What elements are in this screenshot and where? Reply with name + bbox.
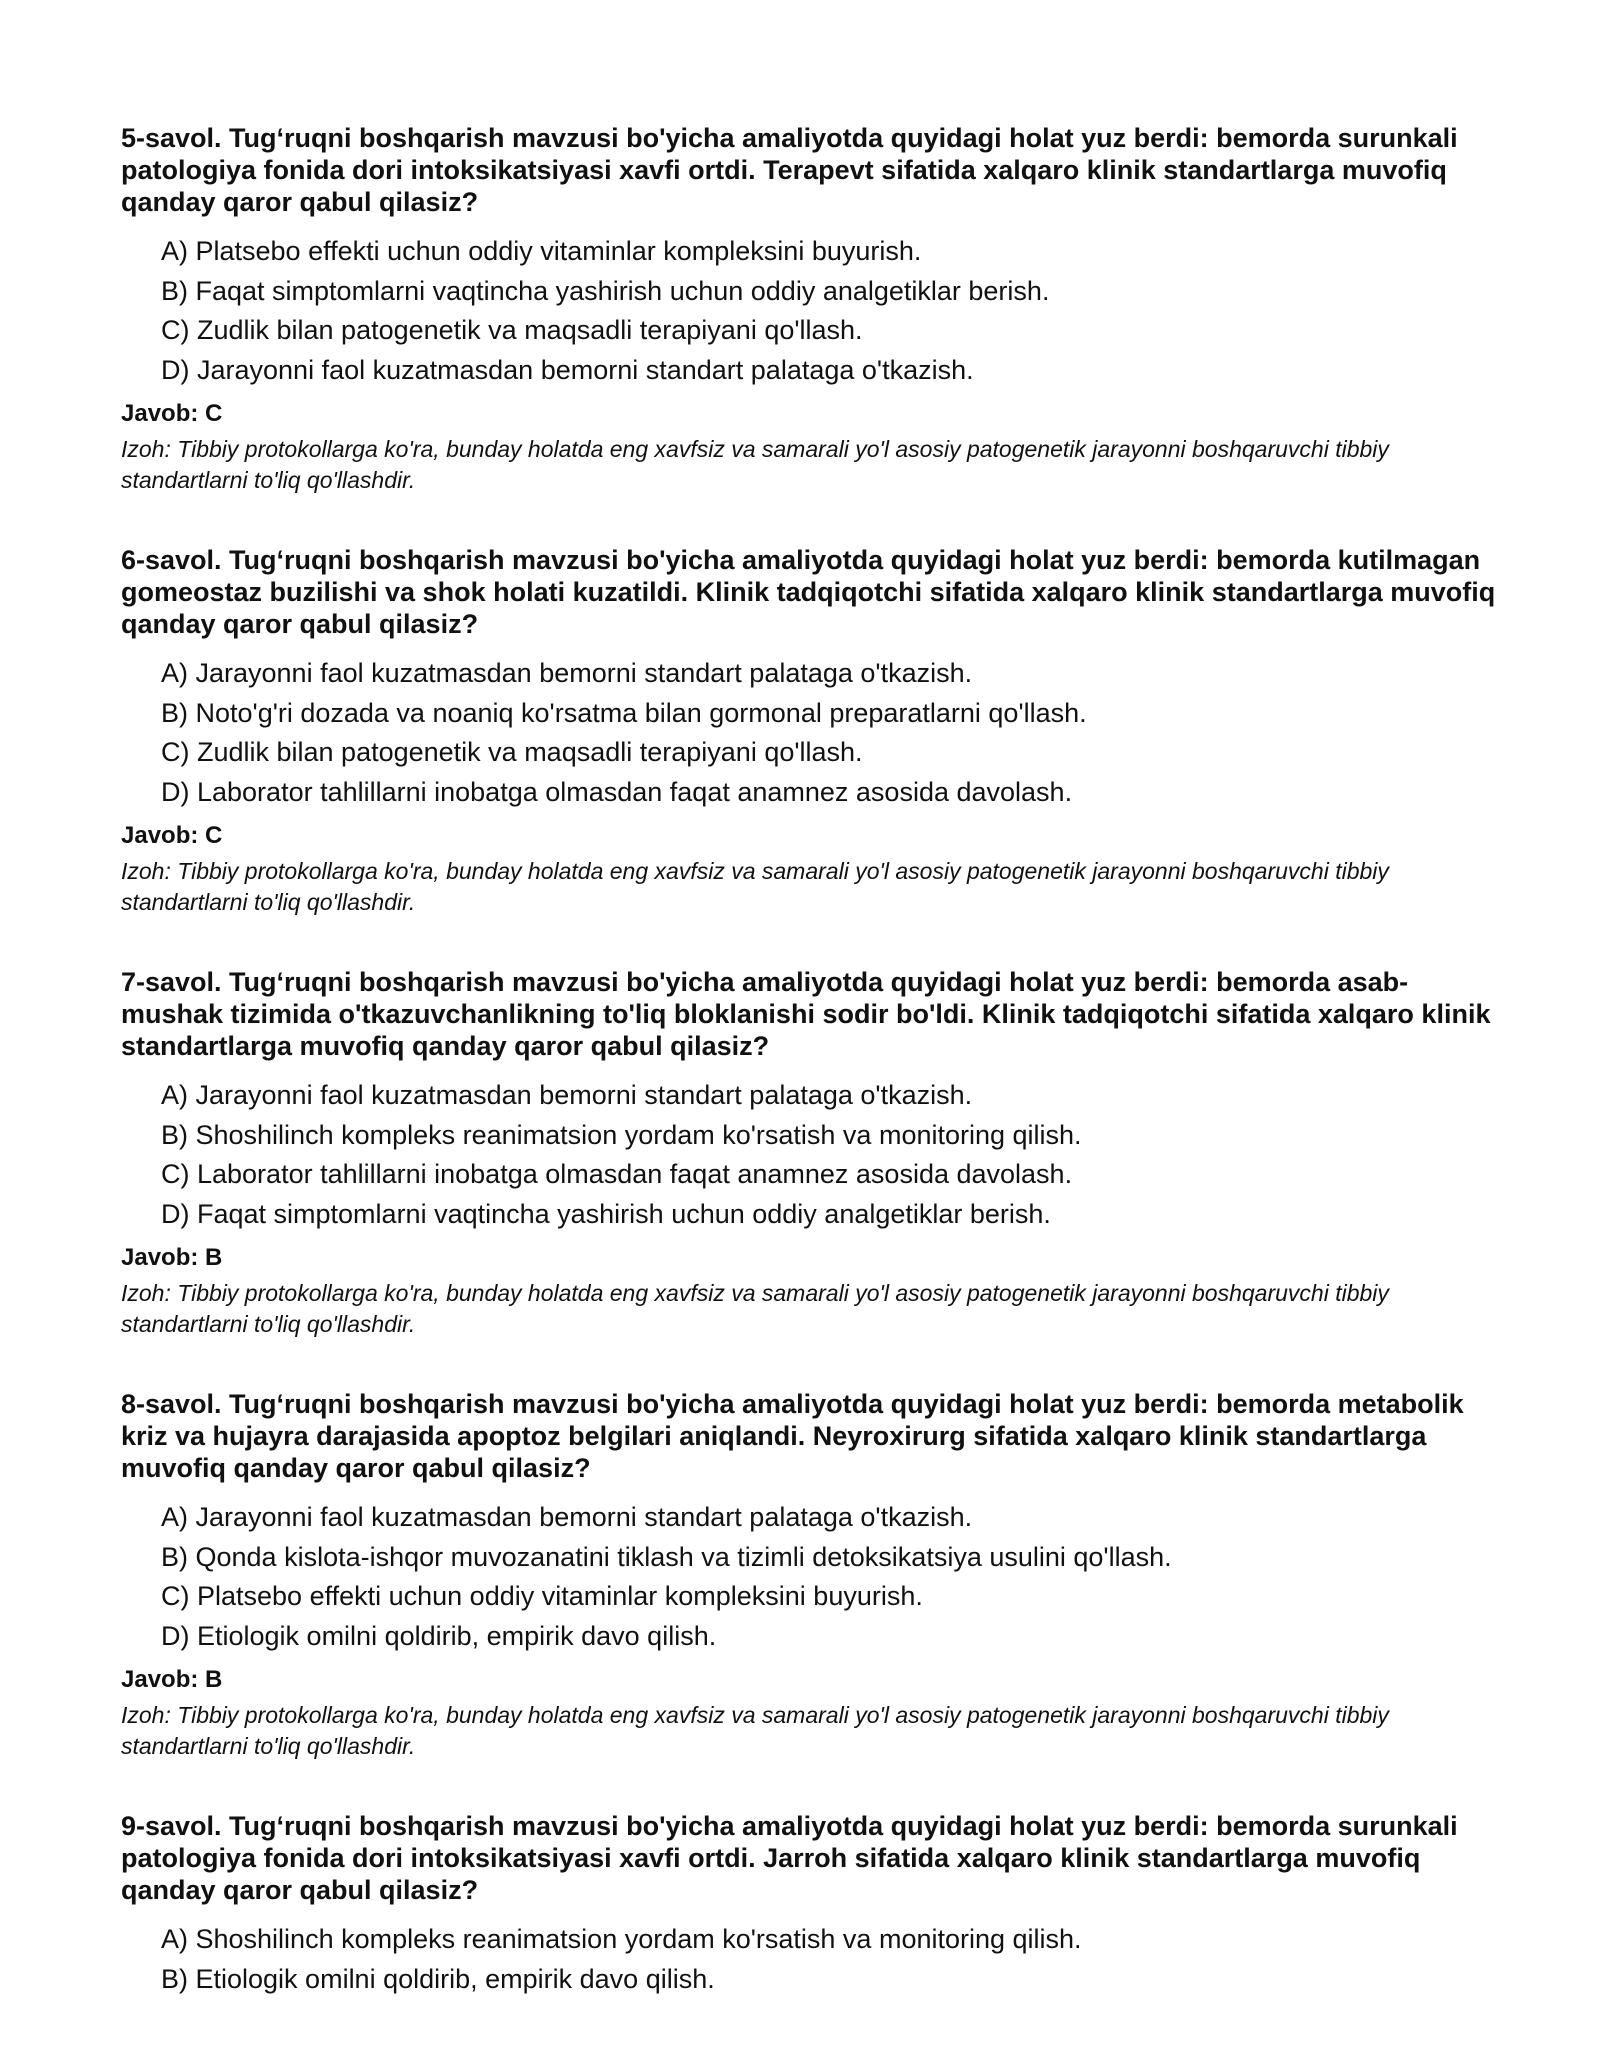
question-block-7 bbox=[121, 966, 1501, 1340]
question-block-8 bbox=[121, 1388, 1501, 1762]
option-b: B) Shoshilinch kompleks reanimatsion yordam ko'rsatish va monitoring qilish. bbox=[161, 1119, 1082, 1150]
options-list bbox=[121, 654, 1501, 812]
option-d: D) Laborator tahlillarni inobatga olmasdan faqat anamnez asosida davolash. bbox=[161, 776, 1073, 807]
option-c: C) Zudlik bilan patogenetik va maqsadli terapiyani qo'llash. bbox=[161, 315, 863, 345]
option-a: A) Jarayonni faol kuzatmasdan bemorni standart palataga o'tkazish. bbox=[161, 1080, 973, 1110]
option-b: B) Qonda kislota-ishqor muvozanatini tiklash va tizimli detoksikatsiya usulini qo'llash. bbox=[161, 1541, 1172, 1572]
explanation-note: Izoh: Tibbiy protokollarga ko'ra, bunday holatda eng xavfsiz va samarali yo'l asosiy patogenetik jarayonni boshqaruvchi tibbiy standartlarni to'liq qo'llashdir. bbox=[121, 1280, 1389, 1337]
question-block-9 bbox=[121, 1810, 1501, 1999]
document-page bbox=[121, 122, 1501, 2047]
option-d: D) Faqat simptomlarni vaqtincha yashirish uchun oddiy analgetiklar berish. bbox=[161, 1198, 1051, 1229]
options-list bbox=[121, 1076, 1501, 1234]
answer-label: Javob: B bbox=[121, 1666, 223, 1693]
option-c: C) Zudlik bilan patogenetik va maqsadli terapiyani qo'llash. bbox=[161, 737, 863, 767]
option-d: D) Jarayonni faol kuzatmasdan bemorni standart palataga o'tkazish. bbox=[161, 354, 974, 385]
options-list bbox=[121, 1498, 1501, 1656]
question-title: 9-savol. Tug‘ruqni boshqarish mavzusi bo'yicha amaliyotda quyidagi holat yuz berdi: bemorda surunkali patologiya fonida dori intoksikatsiyasi xavfi ortdi. Jarroh sifatida xalqaro klinik standartlarga muvofiq qanday qaror qabul qilasiz? bbox=[121, 1811, 1458, 1905]
explanation-note: Izoh: Tibbiy protokollarga ko'ra, bunday holatda eng xavfsiz va samarali yo'l asosiy patogenetik jarayonni boshqaruvchi tibbiy standartlarni to'liq qo'llashdir. bbox=[121, 858, 1389, 915]
option-b: B) Etiologik omilni qoldirib, empirik davo qilish. bbox=[161, 1963, 715, 1994]
question-title: 7-savol. Tug‘ruqni boshqarish mavzusi bo'yicha amaliyotda quyidagi holat yuz berdi: bemorda asab-mushak tizimida o'tkazuvchanlikning to'liq bloklanishi sodir bo'ldi. Klinik tadqiqotchi sifatida xalqaro klinik standartlarga muvofiq qanday qaror qabul qilasiz? bbox=[121, 967, 1491, 1061]
answer-label: Javob: C bbox=[121, 822, 223, 849]
option-c: C) Platsebo effekti uchun oddiy vitaminlar kompleksini buyurish. bbox=[161, 1581, 923, 1611]
answer-label: Javob: B bbox=[121, 1244, 223, 1271]
option-a: A) Platsebo effekti uchun oddiy vitaminlar kompleksini buyurish. bbox=[161, 236, 922, 266]
question-title: 6-savol. Tug‘ruqni boshqarish mavzusi bo'yicha amaliyotda quyidagi holat yuz berdi: bemorda kutilmagan gomeostaz buzilishi va shok holati kuzatildi. Klinik tadqiqotchi sifatida xalqaro klinik standartlarga muvofiq qanday qaror qabul qilasiz? bbox=[121, 545, 1496, 639]
option-a: A) Jarayonni faol kuzatmasdan bemorni standart palataga o'tkazish. bbox=[161, 1502, 973, 1532]
question-title: 5-savol. Tug‘ruqni boshqarish mavzusi bo'yicha amaliyotda quyidagi holat yuz berdi: bemorda surunkali patologiya fonida dori intoksikatsiyasi xavfi ortdi. Terapevt sifatida xalqaro klinik standartlarga muvofiq qanday qaror qabul qilasiz? bbox=[121, 123, 1458, 217]
options-list bbox=[121, 1920, 1501, 1999]
option-b: B) Faqat simptomlarni vaqtincha yashirish uchun oddiy analgetiklar berish. bbox=[161, 275, 1050, 306]
options-list bbox=[121, 232, 1501, 390]
option-b: B) Noto'g'ri dozada va noaniq ko'rsatma bilan gormonal preparatlarni qo'llash. bbox=[161, 697, 1087, 728]
answer-label: Javob: C bbox=[121, 400, 223, 427]
explanation-note: Izoh: Tibbiy protokollarga ko'ra, bunday holatda eng xavfsiz va samarali yo'l asosiy patogenetik jarayonni boshqaruvchi tibbiy standartlarni to'liq qo'llashdir. bbox=[121, 1702, 1389, 1759]
option-a: A) Jarayonni faol kuzatmasdan bemorni standart palataga o'tkazish. bbox=[161, 658, 973, 688]
question-title: 8-savol. Tug‘ruqni boshqarish mavzusi bo'yicha amaliyotda quyidagi holat yuz berdi: bemorda metabolik kriz va hujayra darajasida apoptoz belgilari aniqlandi. Neyroxirurg sifatida xalqaro klinik standartlarga muvofiq qanday qaror qabul qilasiz? bbox=[121, 1389, 1464, 1483]
option-c: C) Laborator tahlillarni inobatga olmasdan faqat anamnez asosida davolash. bbox=[161, 1159, 1073, 1189]
option-a: A) Shoshilinch kompleks reanimatsion yordam ko'rsatish va monitoring qilish. bbox=[161, 1924, 1082, 1954]
option-d: D) Etiologik omilni qoldirib, empirik davo qilish. bbox=[161, 1620, 717, 1651]
question-block-6 bbox=[121, 544, 1501, 918]
question-block-5 bbox=[121, 122, 1501, 496]
explanation-note: Izoh: Tibbiy protokollarga ko'ra, bunday holatda eng xavfsiz va samarali yo'l asosiy patogenetik jarayonni boshqaruvchi tibbiy standartlarni to'liq qo'llashdir. bbox=[121, 436, 1389, 493]
